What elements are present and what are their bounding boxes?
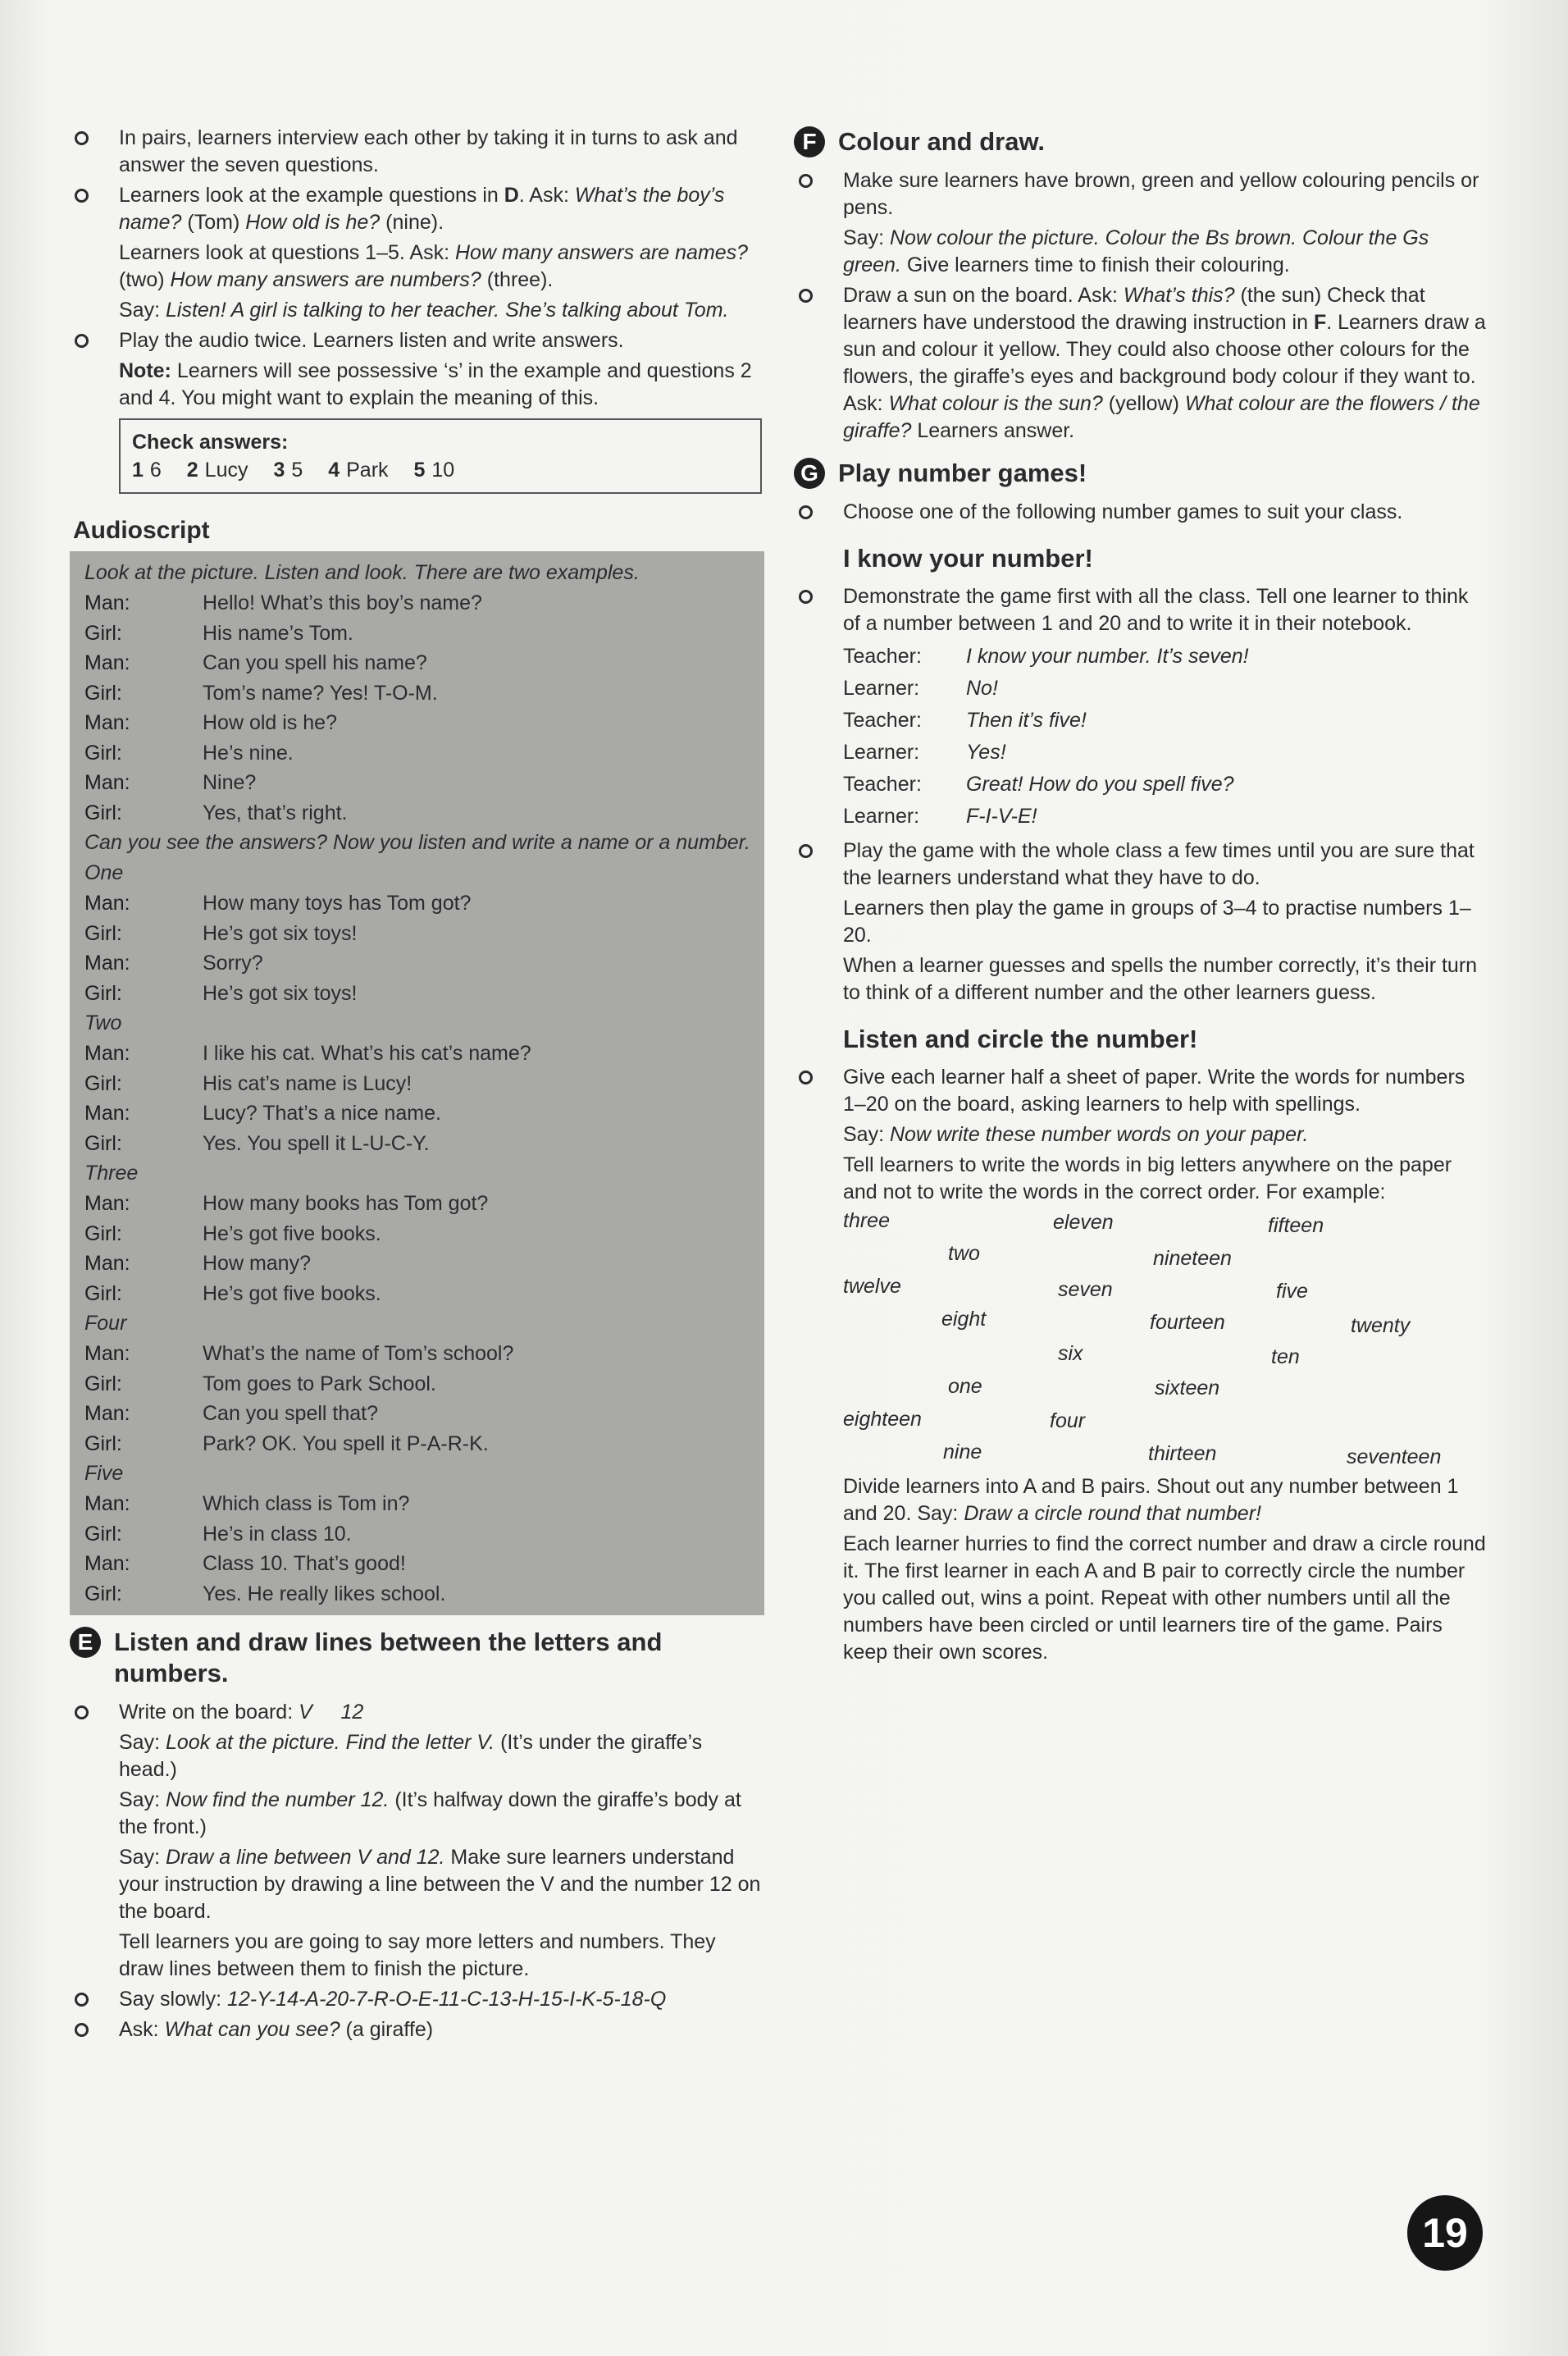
game2-b1: Give each learner half a sheet of paper. Write the words for numbers 1–20 on the board, asking learners to help with spellings. bbox=[843, 1066, 1465, 1116]
speaker-label: Girl: bbox=[84, 1131, 122, 1155]
speaker-text: Which class is Tom in? bbox=[203, 1492, 410, 1515]
audioscript-line bbox=[84, 1339, 753, 1369]
audioscript-line bbox=[84, 798, 753, 829]
number-word: thirteen bbox=[1148, 1442, 1217, 1465]
audioscript-line bbox=[84, 1399, 753, 1429]
game2-s3: Divide learners into A and B pairs. Shout out any number between 1 and 20. Say: Draw a circle round that number! bbox=[843, 1475, 1459, 1525]
speaker-text: He’s in class 10. bbox=[203, 1522, 352, 1546]
dialog-line: Great! How do you spell five? bbox=[966, 773, 1234, 796]
bullet-item bbox=[794, 282, 1491, 445]
bullet-item bbox=[794, 838, 1491, 892]
section-g-b1: Choose one of the following number games to suit your class. bbox=[843, 500, 1403, 523]
speaker-label: Man: bbox=[84, 591, 130, 614]
audioscript-line bbox=[84, 1279, 753, 1309]
game1-dialog bbox=[794, 641, 1491, 833]
audioscript-line bbox=[84, 1579, 753, 1609]
number-word: eight bbox=[941, 1308, 987, 1331]
section-g-heading bbox=[794, 458, 1491, 489]
number-word: one bbox=[948, 1375, 982, 1398]
speaker-text: Hello! What’s this boy’s name? bbox=[203, 591, 482, 614]
speaker-label: Man: bbox=[84, 1192, 130, 1215]
audioscript-part-label: One bbox=[84, 861, 124, 884]
section-e-b1: Write on the board: V 12 bbox=[119, 1701, 364, 1724]
number-word: nineteen bbox=[1153, 1247, 1232, 1270]
game1-b2: Play the game with the whole class a few times until you are sure that the learners understand what they have to do. bbox=[843, 839, 1475, 889]
number-word: twelve bbox=[843, 1275, 901, 1298]
audioscript-line bbox=[84, 1519, 753, 1550]
speaker-text: He’s got six toys! bbox=[203, 981, 358, 1005]
answer-item: 3 5 bbox=[273, 459, 303, 482]
page-number: 19 bbox=[1407, 2195, 1483, 2271]
audioscript-part-label: Five bbox=[84, 1462, 124, 1485]
bullet-item bbox=[794, 499, 1491, 526]
game2-s2: Tell learners to write the words in big letters anywhere on the paper and not to write the words in the correct order. For example: bbox=[843, 1153, 1452, 1203]
section-e-p3: Say: Draw a line between V and 12. Make sure learners understand your instruction by drawing a line between the V and the number 12 on the board. bbox=[119, 1846, 761, 1923]
section-f-b2: Draw a sun on the board. Ask: What’s this? (the sun) Check that learners have understood the drawing instruction in F. Learners draw a sun and colour it yellow. They could also choose other colours for the flowers, the giraffe’s eyes and background body colour if they want to. Ask: What colour is the sun? (yellow) What colour are the flowers / the giraffe? Learners answer. bbox=[843, 284, 1486, 442]
speaker-text: He’s got five books. bbox=[203, 1221, 381, 1245]
dialog-row bbox=[843, 769, 1491, 801]
audioscript-line bbox=[84, 1429, 753, 1459]
audioscript-line bbox=[84, 888, 753, 919]
number-word: seventeen bbox=[1347, 1445, 1442, 1468]
bullet-circle-icon bbox=[75, 2023, 89, 2037]
speaker-text: Yes. You spell it L-U-C-Y. bbox=[203, 1131, 430, 1155]
number-words-example bbox=[843, 1209, 1499, 1468]
speaker-label: Girl: bbox=[84, 1071, 122, 1095]
section-e-p4: Tell learners you are going to say more letters and numbers. They draw lines between them to finish the picture. bbox=[119, 1930, 716, 1980]
audioscript-line bbox=[84, 738, 753, 769]
bullet-circle-icon bbox=[75, 334, 89, 348]
bullet-item bbox=[794, 1064, 1491, 1118]
speaker-text: Park? OK. You spell it P-A-R-K. bbox=[203, 1431, 489, 1455]
section-f-s1: Say: Now colour the picture. Colour the Bs brown. Colour the Gs green. Give learners time to finish their colouring. bbox=[843, 226, 1429, 276]
section-f-heading bbox=[794, 126, 1491, 158]
audioscript-line bbox=[84, 708, 753, 738]
dialog-line: Then it’s five! bbox=[966, 709, 1087, 732]
number-word: fourteen bbox=[1150, 1311, 1225, 1334]
dialog-row bbox=[843, 673, 1491, 705]
bullet-circle-icon bbox=[799, 505, 813, 519]
answer-item: 1 6 bbox=[132, 459, 162, 482]
speaker-text: Can you spell his name? bbox=[203, 651, 427, 674]
intro-b1: In pairs, learners interview each other by taking it in turns to ask and answer the seven questions. bbox=[119, 126, 738, 176]
audioscript-line bbox=[84, 948, 753, 979]
section-e-heading bbox=[70, 1627, 763, 1689]
game1-s2: When a learner guesses and spells the number correctly, it’s their turn to think of a different number and the other learners guess. bbox=[843, 954, 1478, 1004]
dialog-line: F-I-V-E! bbox=[966, 805, 1037, 828]
audioscript-part-label: Four bbox=[84, 1312, 127, 1335]
speaker-text: Sorry? bbox=[203, 952, 263, 975]
section-e-badge: E bbox=[70, 1627, 101, 1658]
audioscript-line bbox=[84, 619, 753, 649]
bullet-circle-icon bbox=[75, 131, 89, 145]
audioscript-line bbox=[84, 678, 753, 709]
speaker-text: Lucy? That’s a nice name. bbox=[203, 1102, 441, 1125]
bullet-circle-icon bbox=[799, 174, 813, 188]
speaker-label: Man: bbox=[84, 1342, 130, 1365]
dialog-line: I know your number. It’s seven! bbox=[966, 645, 1249, 668]
speaker-text: His name’s Tom. bbox=[203, 621, 353, 645]
speaker-label: Girl: bbox=[84, 801, 122, 824]
number-word: fifteen bbox=[1268, 1214, 1324, 1237]
speaker-label: Girl: bbox=[84, 981, 122, 1005]
speaker-label: Man: bbox=[84, 1252, 130, 1275]
speaker-label: Man: bbox=[84, 771, 130, 794]
speaker-label: Man: bbox=[84, 952, 130, 975]
audioscript-part-label: Three bbox=[84, 1162, 139, 1185]
check-answers-title: Check answers: bbox=[132, 431, 289, 454]
intro-note: Note: Learners will see possessive ‘s’ in the example and questions 2 and 4. You might want to explain the meaning of this. bbox=[119, 359, 752, 409]
bullet-circle-icon bbox=[75, 189, 89, 203]
check-answers-box bbox=[119, 418, 762, 494]
intro-s1: Learners look at questions 1–5. Ask: How many answers are names? (two) How many answers are numbers? (three). bbox=[119, 241, 749, 291]
speaker-text: Yes. He really likes school. bbox=[203, 1582, 446, 1605]
section-e-b2: Say slowly: 12-Y-14-A-20-7-R-O-E-11-C-13-H-15-I-K-5-18-Q bbox=[119, 1988, 667, 2011]
bullet-circle-icon bbox=[75, 1705, 89, 1719]
audioscript-line bbox=[84, 1039, 753, 1069]
speaker-label: Girl: bbox=[84, 621, 122, 645]
speaker-label: Girl: bbox=[84, 1522, 122, 1546]
section-g-badge: G bbox=[794, 458, 825, 489]
game2-s1: Say: Now write these number words on your paper. bbox=[843, 1123, 1309, 1146]
number-word: twenty bbox=[1351, 1314, 1411, 1337]
audioscript-line bbox=[84, 768, 753, 798]
dialog-row bbox=[843, 737, 1491, 769]
dialog-row bbox=[843, 641, 1491, 673]
audioscript-intro: Look at the picture. Listen and look. There are two examples. bbox=[84, 561, 640, 584]
speaker-text: How old is he? bbox=[203, 711, 337, 734]
dialog-speaker: Learner: bbox=[843, 805, 920, 828]
audioscript-line bbox=[84, 1189, 753, 1219]
dialog-speaker: Learner: bbox=[843, 677, 920, 700]
number-word: three bbox=[843, 1209, 890, 1232]
bullet-item bbox=[70, 182, 763, 236]
number-word: eleven bbox=[1053, 1211, 1114, 1234]
speaker-text: How many books has Tom got? bbox=[203, 1192, 489, 1215]
audioscript-line bbox=[84, 1219, 753, 1249]
speaker-text: Yes, that’s right. bbox=[203, 801, 348, 824]
section-f-b1: Make sure learners have brown, green and yellow colouring pencils or pens. bbox=[843, 169, 1479, 219]
bullet-circle-icon bbox=[799, 590, 813, 604]
speaker-text: He’s nine. bbox=[203, 741, 294, 765]
section-g-title: Play number games! bbox=[838, 459, 1087, 487]
audioscript-line bbox=[84, 1129, 753, 1159]
answer-item: 5 10 bbox=[413, 459, 455, 482]
dialog-speaker: Learner: bbox=[843, 741, 920, 764]
game2-s4: Each learner hurries to find the correct number and draw a circle round it. The first learner in each A and B pair to correctly circle the number you called out, wins a point. Repeat with other numbers until all the numbers have been circled or until learners tire of the game. Pairs keep their own scores. bbox=[843, 1532, 1486, 1664]
section-f-badge: F bbox=[794, 126, 825, 158]
number-word: seven bbox=[1058, 1278, 1113, 1301]
speaker-text: He’s got six toys! bbox=[203, 921, 358, 945]
audioscript-parts bbox=[84, 858, 753, 1609]
bullet-item bbox=[70, 125, 763, 179]
audioscript-line bbox=[84, 1249, 753, 1279]
section-e-b3: Ask: What can you see? (a giraffe) bbox=[119, 2018, 434, 2041]
bullet-item bbox=[70, 327, 763, 354]
number-word: four bbox=[1050, 1409, 1086, 1432]
dialog-row bbox=[843, 801, 1491, 833]
section-f-title: Colour and draw. bbox=[838, 127, 1046, 156]
speaker-text: He’s got five books. bbox=[203, 1281, 381, 1305]
speaker-label: Girl: bbox=[84, 921, 122, 945]
audioscript-line bbox=[84, 1549, 753, 1579]
speaker-label: Girl: bbox=[84, 1582, 122, 1605]
bullet-circle-icon bbox=[75, 1993, 89, 2007]
game2-title: Listen and circle the number! bbox=[843, 1025, 1198, 1053]
game1-b1: Demonstrate the game first with all the class. Tell one learner to think of a number between 1 and 20 and to write it in their notebook. bbox=[843, 585, 1469, 635]
audioscript-line bbox=[84, 919, 753, 949]
audioscript-line bbox=[84, 1098, 753, 1129]
speaker-label: Girl: bbox=[84, 681, 122, 705]
dialog-speaker: Teacher: bbox=[843, 645, 922, 668]
dialog-line: Yes! bbox=[966, 741, 1006, 764]
speaker-text: Can you spell that? bbox=[203, 1402, 379, 1425]
speaker-text: His cat’s name is Lucy! bbox=[203, 1071, 413, 1095]
audioscript-line bbox=[84, 1489, 753, 1519]
dialog-speaker: Teacher: bbox=[843, 773, 922, 796]
speaker-text: Nine? bbox=[203, 771, 257, 794]
speaker-text: How many? bbox=[203, 1252, 311, 1275]
bullet-circle-icon bbox=[799, 289, 813, 303]
audioscript-example-lines bbox=[84, 588, 753, 828]
dialog-line: No! bbox=[966, 677, 998, 700]
audioscript-line bbox=[84, 979, 753, 1009]
speaker-text: I like his cat. What’s his cat’s name? bbox=[203, 1042, 531, 1065]
speaker-text: What’s the name of Tom’s school? bbox=[203, 1342, 514, 1365]
audioscript-line bbox=[84, 588, 753, 619]
speaker-text: Class 10. That’s good! bbox=[203, 1552, 406, 1575]
audioscript-line bbox=[84, 648, 753, 678]
speaker-label: Man: bbox=[84, 1102, 130, 1125]
section-e-title: Listen and draw lines between the letters and numbers. bbox=[114, 1628, 663, 1687]
bullet-circle-icon bbox=[799, 844, 813, 858]
answer-item: 4 Park bbox=[328, 459, 389, 482]
number-word: six bbox=[1058, 1342, 1083, 1365]
number-word: ten bbox=[1271, 1345, 1300, 1368]
number-word: five bbox=[1276, 1280, 1308, 1303]
speaker-label: Girl: bbox=[84, 1431, 122, 1455]
bullet-item bbox=[70, 1699, 763, 1726]
speaker-label: Man: bbox=[84, 651, 130, 674]
speaker-label: Man: bbox=[84, 1492, 130, 1515]
audioscript-line bbox=[84, 1069, 753, 1099]
speaker-label: Man: bbox=[84, 1042, 130, 1065]
audioscript-line bbox=[84, 1369, 753, 1399]
answer-item: 2 Lucy bbox=[186, 459, 248, 482]
bullet-item bbox=[794, 167, 1491, 221]
speaker-label: Man: bbox=[84, 892, 130, 915]
speaker-text: Tom goes to Park School. bbox=[203, 1372, 436, 1395]
game1-title: I know your number! bbox=[843, 544, 1093, 573]
game1-s1: Learners then play the game in groups of 3–4 to practise numbers 1–20. bbox=[843, 897, 1471, 947]
number-word: nine bbox=[943, 1441, 982, 1463]
right-column bbox=[794, 0, 1491, 1669]
number-word: eighteen bbox=[843, 1408, 922, 1431]
dialog-speaker: Teacher: bbox=[843, 709, 922, 732]
speaker-text: Tom’s name? Yes! T-O-M. bbox=[203, 681, 438, 705]
number-word: sixteen bbox=[1155, 1377, 1220, 1399]
number-word: two bbox=[948, 1242, 980, 1265]
bullet-item bbox=[70, 1986, 763, 2013]
bullet-circle-icon bbox=[799, 1071, 813, 1084]
check-answers-list bbox=[132, 456, 749, 484]
speaker-label: Girl: bbox=[84, 1372, 122, 1395]
speaker-text: How many toys has Tom got? bbox=[203, 892, 472, 915]
speaker-label: Girl: bbox=[84, 741, 122, 765]
section-e-p1: Say: Look at the picture. Find the letter V. (It’s under the giraffe’s head.) bbox=[119, 1731, 703, 1781]
audioscript-part-label: Two bbox=[84, 1011, 122, 1034]
speaker-label: Man: bbox=[84, 711, 130, 734]
speaker-label: Man: bbox=[84, 1402, 130, 1425]
speaker-label: Man: bbox=[84, 1552, 130, 1575]
bullet-item bbox=[70, 2016, 763, 2043]
intro-s2: Say: Listen! A girl is talking to her teacher. She’s talking about Tom. bbox=[119, 299, 729, 322]
intro-b3: Play the audio twice. Learners listen and write answers. bbox=[119, 329, 624, 352]
speaker-label: Girl: bbox=[84, 1221, 122, 1245]
bullet-item bbox=[794, 583, 1491, 637]
dialog-row bbox=[843, 705, 1491, 737]
audioscript-instruction: Can you see the answers? Now you listen and write a name or a number. bbox=[84, 831, 750, 854]
audioscript-title: Audioscript bbox=[73, 517, 210, 544]
left-column bbox=[70, 0, 763, 2047]
audioscript-box bbox=[70, 551, 764, 1615]
intro-b2: Learners look at the example questions in D. Ask: What’s the boy’s name? (Tom) How old is he? (nine). bbox=[119, 184, 725, 234]
section-e-p2: Say: Now find the number 12. (It’s halfway down the giraffe’s body at the front.) bbox=[119, 1788, 741, 1838]
speaker-label: Girl: bbox=[84, 1281, 122, 1305]
